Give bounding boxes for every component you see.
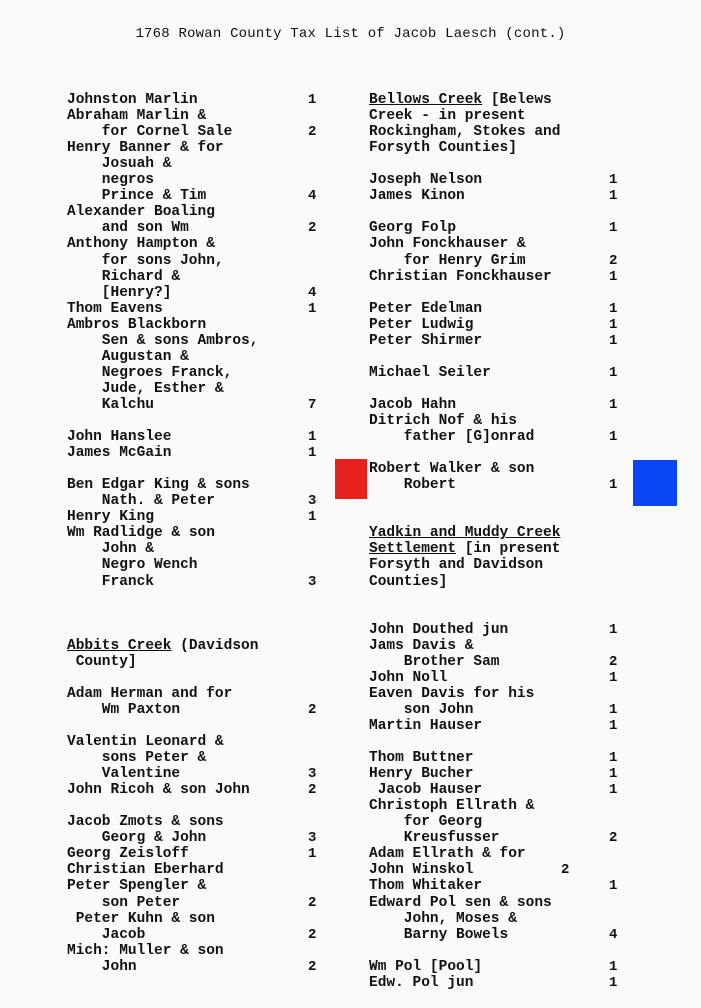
entry-text: Henry Banner & for [67, 140, 224, 157]
section-heading: Bellows Creek [369, 92, 483, 108]
entry-text: negros [101, 172, 155, 189]
entry-text: for Cornel Sale [101, 124, 233, 141]
entry-text: Prince & Tim [101, 188, 207, 205]
tax-count: 4 [308, 188, 317, 205]
entry-text: Forsyth and Davidson [369, 557, 544, 574]
entry-text: Peter Edelman [369, 300, 483, 317]
entry-text: Peter Ludwig [369, 316, 474, 333]
entry-text: Robert Walker & son [369, 461, 535, 478]
tax-count: 3 [308, 766, 317, 783]
tax-count: 1 [609, 429, 618, 446]
tax-count: 1 [609, 782, 618, 799]
entry-text: Valentine [101, 766, 181, 783]
entry-text: Henry King [67, 509, 155, 526]
entry-text: Kalchu [101, 396, 155, 413]
tax-count: 1 [609, 188, 618, 205]
tax-count: 1 [609, 669, 618, 686]
tax-count: 2 [308, 894, 317, 911]
entry-text: John Fonckhauser & [369, 236, 526, 253]
tax-count: 1 [609, 701, 618, 718]
red-marker [335, 459, 367, 499]
entry-text: Counties] [369, 573, 448, 590]
tax-count: 1 [609, 878, 618, 895]
tax-count: 2 [609, 252, 618, 269]
page-title: 1768 Rowan County Tax List of Jacob Laesch (cont.) [135, 26, 566, 42]
tax-count: 1 [609, 396, 618, 413]
tax-count: 4 [609, 926, 618, 943]
entry-text: Wm Pol [Pool] [369, 958, 483, 975]
entry-text: Ditrich Nof & his [369, 413, 517, 429]
entry-text: Rockingham, Stokes and [369, 124, 561, 141]
entry-text: Georg Zeisloff [67, 846, 189, 863]
tax-count: 2 [609, 830, 618, 847]
entry-text: James Kinon [369, 188, 465, 205]
entry-text: Christian Fonckhauser [369, 268, 552, 285]
entry-text: Franck [101, 573, 155, 590]
tax-count: 1 [609, 300, 618, 317]
tax-count: 3 [308, 830, 317, 847]
tax-count: 1 [308, 509, 317, 526]
entry-text: Wm Paxton [101, 701, 181, 718]
entry-text: and son Wm [101, 220, 189, 237]
tax-count: 1 [609, 717, 618, 734]
entry-text: John Noll [369, 669, 448, 686]
entry-text: Jacob Hauser [377, 782, 483, 799]
entry-text: Negro Wench [101, 557, 198, 574]
entry-text: Jude, Esther & [101, 380, 224, 397]
entry-text: Peter Shirmer [369, 332, 483, 349]
tax-count: 2 [561, 862, 570, 879]
tax-count: 4 [308, 284, 317, 301]
entry-text: Peter Kuhn & son [75, 910, 215, 927]
entry-text: County] [75, 653, 137, 670]
entry-text: Martin Hauser [369, 717, 483, 734]
entry-text: [Henry?] [101, 284, 172, 301]
tax-count: 2 [308, 958, 317, 975]
entry-text: Michael Seiler [369, 364, 491, 381]
entry-text: John Douthed jun [369, 621, 509, 638]
entry-text: son John [403, 701, 474, 718]
entry-text: Adam Herman and for [67, 685, 233, 702]
entry-text: Jacob Zmots & sons [67, 814, 224, 831]
entry-text: Georg & John [101, 830, 207, 847]
entry-text: Edward Pol sen & sons [369, 894, 552, 911]
entry-text: Bellows Creek [Belews [369, 92, 552, 108]
tax-count: 2 [308, 220, 317, 237]
entry-text: Thom Eavens [67, 300, 163, 317]
tax-count: 3 [308, 493, 317, 510]
entry-text: Jams Davis & [369, 637, 474, 654]
tax-count: 2 [308, 926, 317, 943]
entry-text: for Georg [403, 814, 483, 831]
entry-text: Wm Radlidge & son [67, 525, 215, 542]
entry-text: Creek - in present [369, 108, 526, 125]
tax-count: 1 [609, 316, 618, 333]
tax-count: 1 [609, 750, 618, 767]
tax-count: 2 [308, 124, 317, 141]
entry-text: Josuah & [101, 156, 172, 173]
tax-count: 1 [609, 766, 618, 783]
tax-count: 1 [609, 958, 618, 975]
tax-count: 1 [308, 445, 317, 462]
entry-text: for Henry Grim [403, 252, 526, 269]
section-heading: Abbits Creek [67, 637, 172, 654]
entry-text: Jacob [101, 926, 146, 943]
tax-count: 1 [308, 846, 317, 863]
entry-text: Richard & [101, 268, 181, 285]
entry-text: John Hanslee [67, 429, 172, 446]
entry-text: Mich: Muller & son [67, 942, 224, 959]
entry-text: Anthony Hampton & [67, 236, 215, 253]
tax-count: 2 [609, 653, 618, 670]
entry-text: Eaven Davis for his [369, 685, 535, 702]
tax-count: 1 [609, 220, 618, 237]
entry-text: Christian Eberhard [67, 862, 224, 879]
entry-text: son Peter [101, 894, 181, 911]
tax-count: 1 [609, 974, 618, 991]
tax-count: 1 [609, 621, 618, 638]
entry-text: Thom Buttner [369, 750, 474, 767]
entry-text: John Winskol [369, 862, 474, 879]
entry-text: Robert [403, 477, 457, 494]
tax-count: 1 [609, 172, 618, 189]
tax-count: 1 [308, 92, 317, 108]
entry-text: Alexander Boaling [67, 204, 215, 221]
entry-text: Johnston Marlin [67, 92, 198, 108]
entry-text: Sen & sons Ambros, [101, 332, 259, 349]
entry-text: for sons John, [101, 252, 224, 269]
entry-text: James McGain [67, 445, 172, 462]
section-heading: Yadkin and Muddy Creek [369, 525, 561, 542]
entry-text: John [101, 958, 137, 975]
tax-count: 1 [609, 332, 618, 349]
section-heading: Settlement [369, 541, 457, 558]
entry-text: Brother Sam [403, 653, 500, 670]
entry-text: John & [101, 541, 155, 558]
tax-count: 2 [308, 782, 317, 799]
entry-text: Henry Bucher [369, 766, 474, 783]
entry-text: Settlement [in present [369, 541, 561, 558]
entry-text: Abbits Creek (Davidson [67, 637, 259, 654]
entry-text: Kreusfusser [403, 830, 500, 847]
entry-text: father [G]onrad [403, 429, 535, 446]
entry-text: John, Moses & [403, 910, 517, 927]
entry-text: Peter Spengler & [67, 878, 207, 895]
entry-text: Nath. & Peter [101, 493, 215, 510]
entry-text: Negroes Franck, [101, 364, 233, 381]
tax-count: 1 [308, 300, 317, 317]
entry-text: Adam Ellrath & for [369, 846, 526, 863]
tax-count: 7 [308, 396, 317, 413]
tax-count: 2 [308, 701, 317, 718]
tax-count: 1 [609, 268, 618, 285]
tax-count: 1 [308, 429, 317, 446]
entry-text [369, 525, 560, 541]
entry-text: Valentin Leonard & [67, 734, 224, 750]
entry-text: John Ricoh & son John [67, 782, 250, 799]
tax-count: 1 [609, 364, 618, 381]
tax-count: 1 [609, 477, 618, 494]
entry-text: Edw. Pol jun [369, 974, 474, 991]
entry-text: Abraham Marlin & [67, 108, 207, 125]
entry-text: Forsyth Counties] [369, 140, 517, 157]
entry-text: Thom Whitaker [369, 878, 483, 895]
entry-text: Christoph Ellrath & [369, 798, 535, 815]
entry-text: Barny Bowels [403, 926, 509, 943]
entry-text: Jacob Hahn [369, 396, 457, 413]
entry-text: Ambros Blackborn [67, 316, 207, 333]
entry-text: Georg Folp [369, 220, 457, 237]
tax-count: 3 [308, 573, 317, 590]
entry-text: Ben Edgar King & sons [67, 477, 250, 494]
entry-text: Joseph Nelson [369, 172, 483, 189]
entry-text: sons Peter & [101, 750, 207, 767]
blue-marker [633, 460, 677, 506]
entry-text: Augustan & [101, 348, 189, 365]
